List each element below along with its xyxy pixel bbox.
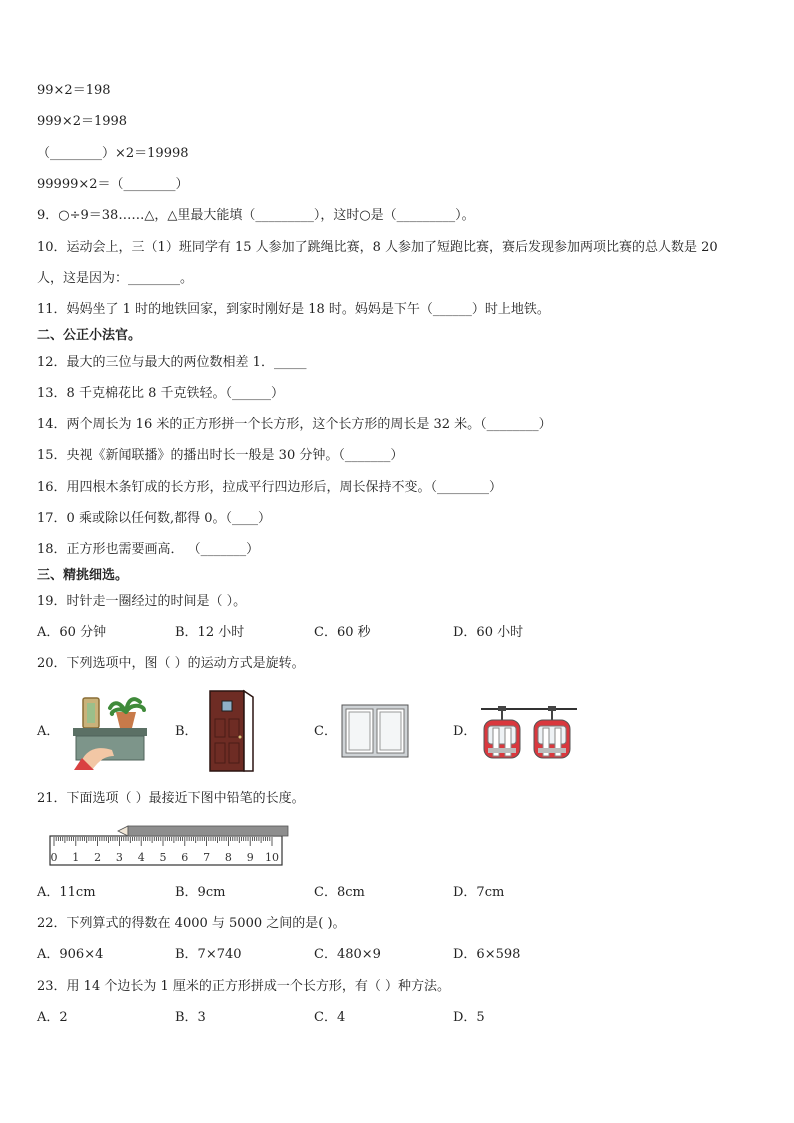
q19-option-c: C．60 秒 (314, 625, 371, 640)
question-19: 19．时针走一圈经过的时间是（ ）。 (37, 594, 247, 609)
ruler-tick-label: 9 (246, 851, 254, 864)
q21-option-d: D．7cm (453, 885, 505, 900)
text-line: 99×2＝198 (37, 83, 111, 98)
ruler-tick-label: 0 (50, 851, 58, 864)
q20-option-d: D． (453, 724, 477, 739)
ruler-tick-label: 7 (203, 851, 211, 864)
drawer-picture (68, 690, 150, 772)
text-line: （________）×2＝19998 (37, 146, 189, 161)
door-picture (207, 689, 257, 773)
question-20: 20．下列选项中，图（ ）的运动方式是旋转。 (37, 656, 305, 671)
q22-option-a: A．906×4 (37, 947, 104, 962)
question-18: 18．正方形也需要画高． （_______） (37, 542, 260, 557)
question-23: 23．用 14 个边长为 1 厘米的正方形拼成一个长方形，有（ ）种方法。 (37, 979, 451, 994)
window-picture (341, 704, 409, 758)
q23-option-b: B．3 (175, 1010, 206, 1025)
question-22: 22．下列算式的得数在 4000 与 5000 之间的是( )。 (37, 916, 346, 931)
q23-option-c: C．4 (314, 1010, 346, 1025)
q20-option-b: B． (175, 724, 198, 739)
q21-option-a: A．11cm (37, 885, 96, 900)
cable-car-picture (481, 704, 577, 762)
q23-option-d: D．5 (453, 1010, 485, 1025)
ruler-tick-label: 1 (72, 851, 80, 864)
ruler-tick-label: 4 (137, 851, 145, 864)
section-heading-3: 三、精挑细选。 (37, 568, 129, 583)
question-14: 14．两个周长为 16 米的正方形拼一个长方形，这个长方形的周长是 32 米。（________） (37, 417, 552, 432)
ruler-tick-label: 2 (94, 851, 102, 864)
question-12: 12．最大的三位与最大的两位数相差 1．_____ (37, 355, 307, 370)
question-13: 13．8 千克棉花比 8 千克铁轻。（______） (37, 386, 284, 401)
q20-option-c: C． (314, 724, 337, 739)
ruler-tick-label: 10 (265, 851, 279, 864)
text-line: 99999×2＝（________） (37, 177, 189, 192)
question-10-cont: 人，这是因为：________。 (37, 271, 194, 286)
q19-option-b: B．12 小时 (175, 625, 245, 640)
q22-option-c: C．480×9 (314, 947, 381, 962)
ruler-tick-label: 5 (159, 851, 167, 864)
ruler-tick-label: 8 (224, 851, 232, 864)
section-heading-2: 二、公正小法官。 (37, 328, 142, 343)
q19-option-d: D．60 小时 (453, 625, 524, 640)
question-17: 17．0 乘或除以任何数,都得 0。（____） (37, 511, 271, 526)
question-10: 10．运动会上，三（1）班同学有 15 人参加了跳绳比赛，8 人参加了短跑比赛，赛后发现参加两项比赛的总人数是 20 (37, 240, 718, 255)
q21-option-c: C．8cm (314, 885, 365, 900)
q20-option-a: A． (37, 724, 60, 739)
question-9: 9．○÷9＝38……△，△里最大能填（_________），这时○是（_________）。 (37, 208, 475, 223)
text-line: 999×2＝1998 (37, 114, 128, 129)
q19-option-a: A．60 分钟 (37, 625, 107, 640)
q23-option-a: A．2 (37, 1010, 68, 1025)
q22-option-b: B．7×740 (175, 947, 242, 962)
ruler-tick-label: 6 (181, 851, 189, 864)
ruler-with-pencil (46, 822, 292, 868)
question-11: 11．妈妈坐了 1 时的地铁回家，到家时刚好是 18 时。妈妈是下午（______）时上地铁。 (37, 302, 550, 317)
question-16: 16．用四根木条钉成的长方形，拉成平行四边形后，周长保持不变。（________） (37, 480, 503, 495)
ruler-tick-label: 3 (115, 851, 123, 864)
q21-option-b: B．9cm (175, 885, 226, 900)
question-21: 21．下面选项（ ）最接近下图中铅笔的长度。 (37, 791, 305, 806)
question-15: 15．央视《新闻联播》的播出时长一般是 30 分钟。（_______） (37, 448, 404, 463)
q22-option-d: D．6×598 (453, 947, 521, 962)
